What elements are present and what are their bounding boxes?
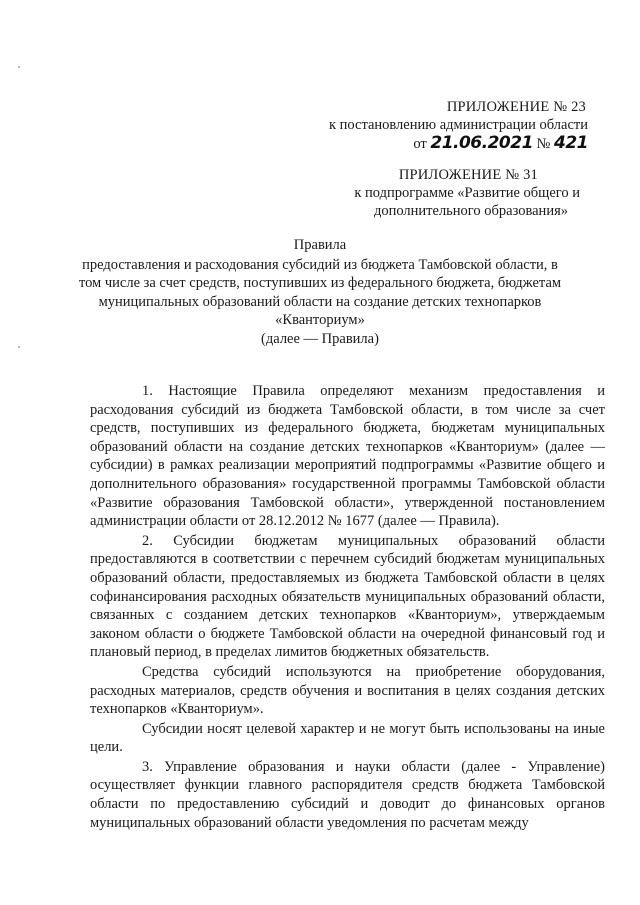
margin-mark — [18, 66, 20, 68]
paragraph-4: Субсидии носят целевой характер и не могут быть использованы на иные цели. — [90, 720, 605, 756]
handwritten-date: 21.06.2021 — [430, 133, 533, 153]
appendix-31-block — [354, 166, 580, 220]
paragraph-5: 3. Управление образования и науки области (далее - Управление) осуществляет функции главного распорядителя средств бюджета Тамбовской области по предоставлению субсидий и доводит до финансовых органов муниципальных образований области уведомления по расчетам между — [90, 758, 605, 831]
appendix-31-title: ПРИЛОЖЕНИЕ № 31 — [398, 167, 538, 183]
rules-title-line4: «Кванториум» — [275, 312, 365, 328]
paragraph-1: 1. Настоящие Правила определяют механизм предоставления и расходования субсидий из бюджета Тамбовской области, в том числе за счет средств, поступивших из федерального бюджета, бюджетам муниципальных образований области на создание детских технопарков «Кванториум» (далее — субсидии) в рамках реализации мероприятий подпрограммы «Развитие общего и дополнительного образования» государственной программы Тамбовской области «Развитие образования Тамбовской области», утвержденной постановлением администрации области от 28.12.2012 № 1677 (далее — Правила). — [90, 383, 605, 530]
document-body — [90, 382, 605, 832]
appendix-23-date-line — [329, 134, 588, 153]
rules-title — [60, 236, 580, 348]
number-prefix: № — [536, 136, 551, 152]
rules-title-line5: (далее — Правила) — [261, 330, 379, 347]
date-prefix: от — [413, 136, 427, 152]
appendix-31-line1: к подпрограмме «Развитие общего и — [354, 185, 580, 201]
rules-title-line2: том числе за счет средств, поступивших из федерального бюджета, бюджетам — [78, 275, 562, 291]
appendix-31-line2: дополнительного образования» — [373, 203, 568, 219]
rules-heading: Правила — [293, 237, 347, 253]
rules-title-line3: муниципальных образований области на создание детских технопарков — [98, 293, 542, 310]
handwritten-number: 421 — [554, 133, 588, 153]
paragraph-3: Средства субсидий используются на приобретение оборудования, расходных материалов, средств обучения и воспитания в целях создания детских технопарков «Кванториум». — [90, 663, 605, 718]
rules-title-line1: предоставления и расходования субсидий из бюджета Тамбовской области, в — [82, 256, 558, 273]
appendix-23-title: ПРИЛОЖЕНИЕ № 23 — [446, 99, 586, 115]
paragraph-2: 2. Субсидии бюджетам муниципальных образований области предоставляются в соответствии с перечнем субсидий бюджетам муниципальных образований области, предоставляемых из бюджета Тамбовской области в целях софинансирования расходных обязательств муниципальных образований области, связанных с созданием детских технопарков «Кванториум», утверждаемым законом области о бюджете Тамбовской области на очередной финансовый год и плановый период, в пределах лимитов бюджетных обязательств. — [90, 532, 605, 661]
appendix-23-block — [329, 98, 588, 153]
margin-mark — [18, 346, 20, 348]
appendix-23-reference: к постановлению администрации области — [328, 117, 588, 133]
